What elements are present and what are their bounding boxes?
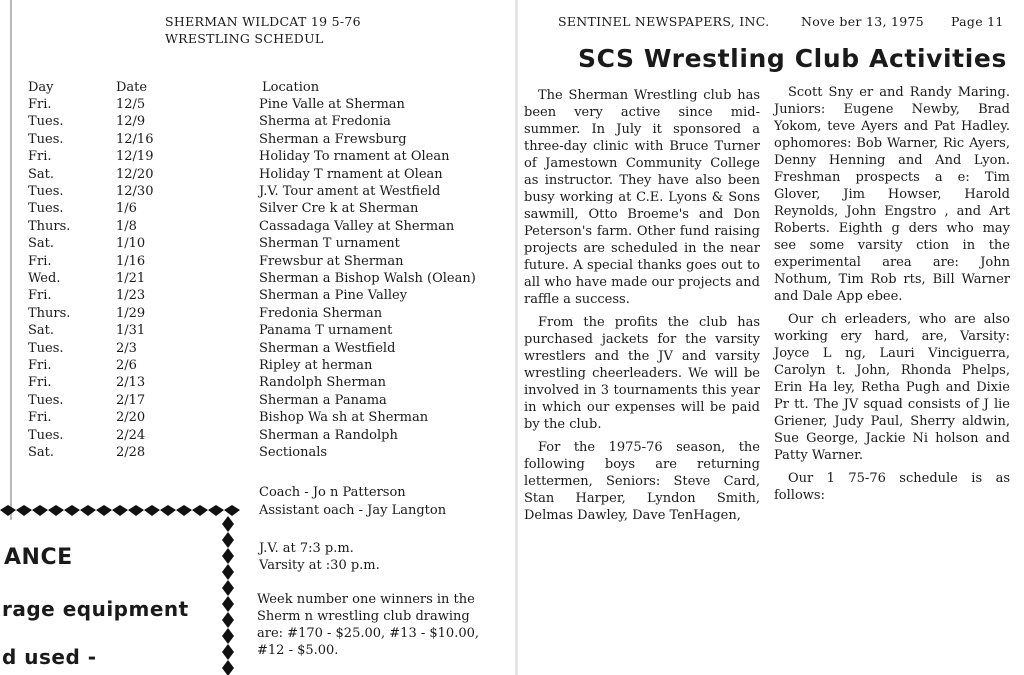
schedule-day: Sat. (28, 323, 55, 339)
schedule-location: Holiday To rnament at Olean (259, 149, 450, 165)
schedule-day: Fri. (28, 149, 52, 165)
advertisement-fragment (0, 505, 245, 675)
article-paragraph: From the profits the club has purchased jackets for the varsity wrestlers and the JV and varsity wrestling cheerleaders. We will be involved in 3 tournaments this year in which our expenses will be paid by the club. (524, 315, 760, 432)
schedule-date: 12/5 (116, 97, 146, 112)
schedule-title (165, 13, 361, 47)
schedule-date: 2/6 (116, 358, 137, 373)
schedule-date: 1/10 (116, 236, 146, 252)
schedule-date: 12/20 (116, 166, 154, 182)
schedule-location: Holiday T rnament at Olean (259, 166, 443, 182)
schedule-date: 12/16 (116, 131, 154, 147)
coach-line: Coach - Jo n Patterson (259, 485, 406, 500)
schedule-date: 12/30 (116, 184, 154, 199)
schedule-date: 1/21 (116, 271, 146, 286)
article-column-1 (524, 87, 760, 530)
schedule-day: Fri. (28, 97, 52, 112)
ad-line-3: d used - (2, 645, 97, 669)
schedule-location: J.V. Tour ament at Westfield (259, 184, 441, 199)
schedule-date: 2/3 (116, 340, 137, 356)
masthead-date: Nove ber 13, 1975 (801, 14, 925, 29)
schedule-title-line1: SHERMAN WILDCAT 19 5-76 (165, 14, 361, 29)
schedule-date: 1/31 (116, 323, 146, 339)
schedule-day: Fri. (28, 253, 52, 269)
schedule-day: Sat. (28, 236, 55, 252)
left-margin-rule (10, 0, 12, 520)
article-paragraph: The Sherman Wrestling club has been very active since mid-summer. In July it sponsored a three-day clinic with Bruce Turner of Jamestown Community College as instructor. They have also been busy working at C.E. Lyons & Sons sawmill, Otto Broeme's and Don Peterson's farm. Other fund raising projects are scheduled in the near future. A special thanks goes out to all who have made our projects and raffle a success. (524, 88, 760, 307)
ad-line-2: rage equipment (2, 597, 189, 621)
page-fold-divider (515, 0, 518, 675)
article-paragraph: Scott Sny er and Randy Maring. Juniors: Eugene Newby, Brad Yokom, teve Ayers and Pat Hadley. ophomores: Bob Warner, Ric Ayers, Denny Henning and And Lyon. Freshman prospects a e: Tim Glover, Jim Howser, Harold Reynolds, John Engstro , and Art Roberts. Eighth g ders who may see some varsity ction in the experimental area are: John Nothum, Tim Rob rts, Bill Warner and Dale App ebee. (774, 85, 1010, 304)
schedule-location: Fredonia Sherman (259, 305, 383, 321)
schedule-date: 2/17 (116, 392, 146, 408)
schedule-location: Sherman a Frewsburg (259, 131, 407, 147)
varsity-time: Varsity at :30 p.m. (259, 558, 380, 573)
schedule-day: Tues. (28, 184, 64, 199)
schedule-day: Tues. (28, 131, 64, 147)
schedule-date: 12/19 (116, 149, 154, 165)
article-paragraph: Our ch erleaders, who are also working ery hard, are, Varsity: Joyce L ng, Lauri Vinciguerra, Carolyn t. John, Rhonda Phelps, Erin Ha ley, Retha Pugh and Dixie Pr tt. The JV squad consists of J lie Griener, Judy Paul, Sherry aldwin, Sue George, Jackie Ni holson and Patty Warner. (774, 312, 1010, 463)
schedule-date: 1/16 (116, 253, 146, 269)
schedule-location: Bishop Wa sh at Sherman (259, 410, 429, 426)
schedule-day: Tues. (28, 340, 64, 356)
schedule-day: Sat. (28, 445, 55, 460)
schedule-day: Fri. (28, 358, 52, 373)
schedule-date: 2/24 (116, 427, 146, 443)
schedule-location: Sherma at Fredonia (259, 114, 391, 130)
masthead-publisher: SENTINEL NEWSPAPERS, INC. (558, 14, 770, 29)
jv-time: J.V. at 7:3 p.m. (259, 541, 354, 556)
schedule-day: Sat. (28, 166, 55, 182)
schedule-date: 2/20 (116, 410, 146, 426)
location-column-header: Location (262, 80, 320, 95)
schedule-date: 2/28 (116, 445, 146, 460)
ad-line-1: ANCE (4, 545, 73, 570)
schedule-date: 2/13 (116, 375, 146, 391)
article-paragraph: For the 1975-76 season, the following boys are returning lettermen, Seniors: Steve Card, Stan Harper, Lyndon Smith, Delmas Dawley, Dave TenHagen, (524, 440, 760, 523)
assistant-coach-line: Assistant oach - Jay Langton (259, 503, 447, 518)
drawing-winners-notice: Week number one winners in the Sherm n wrestling club drawing are: #170 - $25.00, #13 - $10.00, #12 - $5.00. (257, 592, 479, 658)
schedule-day: Tues. (28, 201, 64, 217)
article-headline: SCS Wrestling Club Activities (578, 44, 1007, 73)
schedule-date: 1/8 (116, 218, 137, 234)
schedule-day: Fri. (28, 410, 52, 426)
schedule-day: Fri. (28, 375, 52, 391)
schedule-title-line2: WRESTLING SCHEDUL (165, 31, 324, 46)
schedule-location: Sherman T urnament (259, 236, 400, 252)
schedule-location: Sherman a Bishop Walsh (Olean) (259, 271, 476, 286)
schedule-date: 1/6 (116, 201, 137, 217)
article-paragraph: Our 1 75-76 schedule is as follows: (774, 471, 1010, 503)
schedule-location: Silver Cre k at Sherman (259, 201, 419, 217)
schedule-location: Sherman a Pine Valley (259, 288, 408, 304)
day-column-header: Day (28, 80, 54, 95)
schedule-location: Sherman a Randolph (259, 427, 398, 443)
schedule-date: 1/29 (116, 305, 146, 321)
masthead-page-number: Page 11 (951, 14, 1004, 29)
schedule-location: Sherman a Westfield (259, 340, 396, 356)
schedule-date: 12/9 (116, 114, 146, 130)
schedule-location: Randolph Sherman (259, 375, 386, 391)
schedule-location: Ripley at herman (259, 358, 373, 373)
schedule-location: Cassadaga Valley at Sherman (259, 218, 455, 234)
schedule-day: Tues. (28, 427, 64, 443)
date-column-header: Date (116, 80, 148, 95)
schedule-day: Fri. (28, 288, 52, 304)
schedule-location: Frewsbur at Sherman (259, 253, 404, 269)
schedule-location: Sectionals (259, 445, 328, 460)
schedule-day: Thurs. (28, 218, 71, 234)
schedule-date: 1/23 (116, 288, 146, 304)
schedule-location: Pine Valle at Sherman (259, 97, 405, 112)
article-column-2 (774, 84, 1010, 510)
schedule-day: Thurs. (28, 305, 71, 321)
schedule-day: Wed. (28, 271, 61, 286)
schedule-day: Tues. (28, 114, 64, 130)
schedule-location: Panama T urnament (259, 323, 393, 339)
schedule-location: Sherman a Panama (259, 392, 387, 408)
schedule-day: Tues. (28, 392, 64, 408)
